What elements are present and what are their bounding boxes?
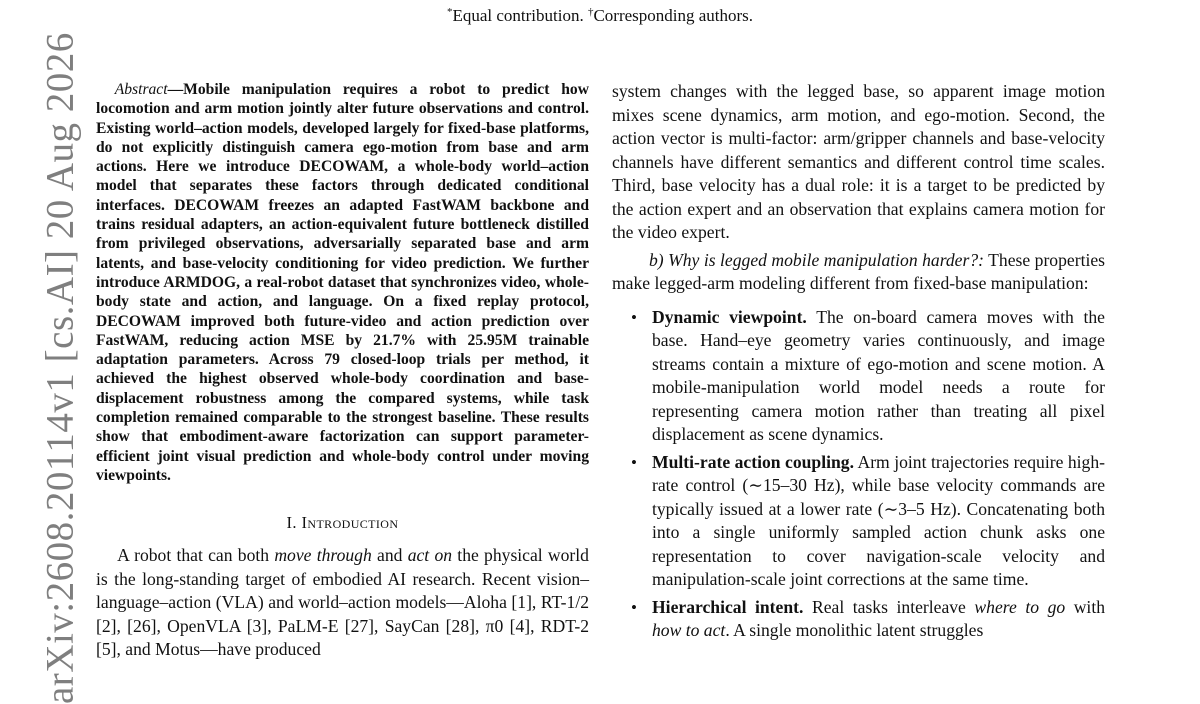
corresponding-author-mark: † (587, 6, 594, 18)
bullet-heading-multirate: Multi-rate action coupling. (652, 451, 854, 472)
left-column (96, 80, 589, 662)
section-title: Introduction (301, 513, 399, 533)
subsection-heading: b) Why is legged mobile manipulation harder?: (648, 249, 984, 270)
bullet-heading-viewpoint: Dynamic viewpoint. (652, 306, 807, 327)
right-column (612, 80, 1105, 647)
bullet-emphasis-where: where to go (974, 596, 1066, 617)
contribution-footnote (0, 1, 1200, 27)
intro-emphasis-act: act on (407, 545, 453, 566)
intro-paragraph (96, 544, 589, 662)
bullet-heading-intent: Hierarchical intent. (652, 596, 804, 617)
bullet-text-viewpoint: The on-board camera moves with the base. Hand–eye geometry varies continuously, and image streams contain a mixture of ego-motion and scene motion. A mobile-manipulation world model needs a route for representing camera motion rather than treating all pixel displacement as scene dynamics. (652, 306, 1105, 444)
section-heading (96, 513, 589, 533)
abstract-label: Abstract (114, 81, 168, 98)
intro-text-2: and (371, 545, 408, 566)
arxiv-identifier-sidebar (38, 4, 82, 704)
intro-emphasis-move: move through (274, 545, 372, 566)
abstract-text: —Mobile manipulation requires a robot to predict how locomotion and arm motion jointly alter future observations and control. Existing world–action models, developed largely for fixed-base platforms, do not explicitly distinguish camera ego-motion from base and arm actions. Here we introduce DECOWAM, a whole-body world–action model that separates these factors through dedicated conditional interfaces. DECOWAM freezes an adapted FastWAM backbone and trains residual adapters, an action-equivalent future bottleneck distilled from privileged observations, adversarially separated base and arm latents, and base-velocity conditioning for video prediction. We further introduce ARMDOG, a real-robot dataset that synchronizes video, whole-body state and action, and language. On a fixed replay protocol, DECOWAM improved both future-video and action prediction over FastWAM, reducing action MSE by 21.7% with 25.95M trainable adaptation parameters. Across 79 closed-loop trials per method, it achieved the highest observed whole-body coordination and base-displacement robustness among the compared systems, while task completion remained comparable to the strongest baseline. These results show that embodiment-aware factorization can support parameter-efficient joint visual prediction and whole-body control under moving viewpoints. (96, 81, 589, 484)
list-item (652, 451, 1105, 592)
property-list (612, 306, 1105, 643)
intro-text-3: the physical world is the long-standing target of embodied AI research. Recent vision–language–action (VLA) and world–action models—Aloha [1], RT-1/2 [2], [26], OpenVLA [3], PaLM-E [27], SayCan [28], π0 [4], RDT-2 [5], and Motus—have produced (96, 545, 589, 660)
list-item (652, 306, 1105, 447)
right-paragraph-1: system changes with the legged base, so apparent image motion mixes scene dynamics, arm motion, and ego-motion. Second, the action vector is multi-factor: arm/gripper channels and base-velocity channels have different semantics and different control time scales. Third, base velocity has a dual role: it is a target to be predicted by the action expert and an observation that explains camera motion for the video expert. (612, 81, 1105, 242)
bullet-text-intent-1: Real tasks interleave (803, 596, 975, 617)
list-item (652, 596, 1105, 643)
bullet-text-multirate: Arm joint trajectories require high-rate control (∼15–30 Hz), while base velocity commands are typically issued at a lower rate (∼3–5 Hz). Concatenating both into a single uniformly sampled action chunk asks one representation to cover navigation-scale velocity and manipulation-scale joint corrections at the same time. (652, 451, 1105, 589)
intro-text-1: A robot that can both (117, 545, 275, 566)
section-number: I. (286, 513, 297, 533)
equal-contribution-mark: * (446, 6, 453, 18)
corresponding-author-text: Corresponding authors. (593, 6, 754, 25)
bullet-text-intent-2: with (1065, 596, 1106, 617)
bullet-emphasis-how: how to act (652, 620, 726, 640)
arxiv-identifier: arXiv:2608.20114v1 [cs.AI] 20 Aug 2026 (38, 32, 82, 704)
subsection-text: These properties make legged-arm modeling different from fixed-base manipulation: (612, 249, 1105, 293)
subsection-paragraph (612, 249, 1105, 296)
abstract (96, 80, 589, 485)
bullet-text-intent-3: . A single monolithic latent struggles (725, 620, 984, 640)
equal-contribution-text: Equal contribution. (452, 6, 588, 25)
